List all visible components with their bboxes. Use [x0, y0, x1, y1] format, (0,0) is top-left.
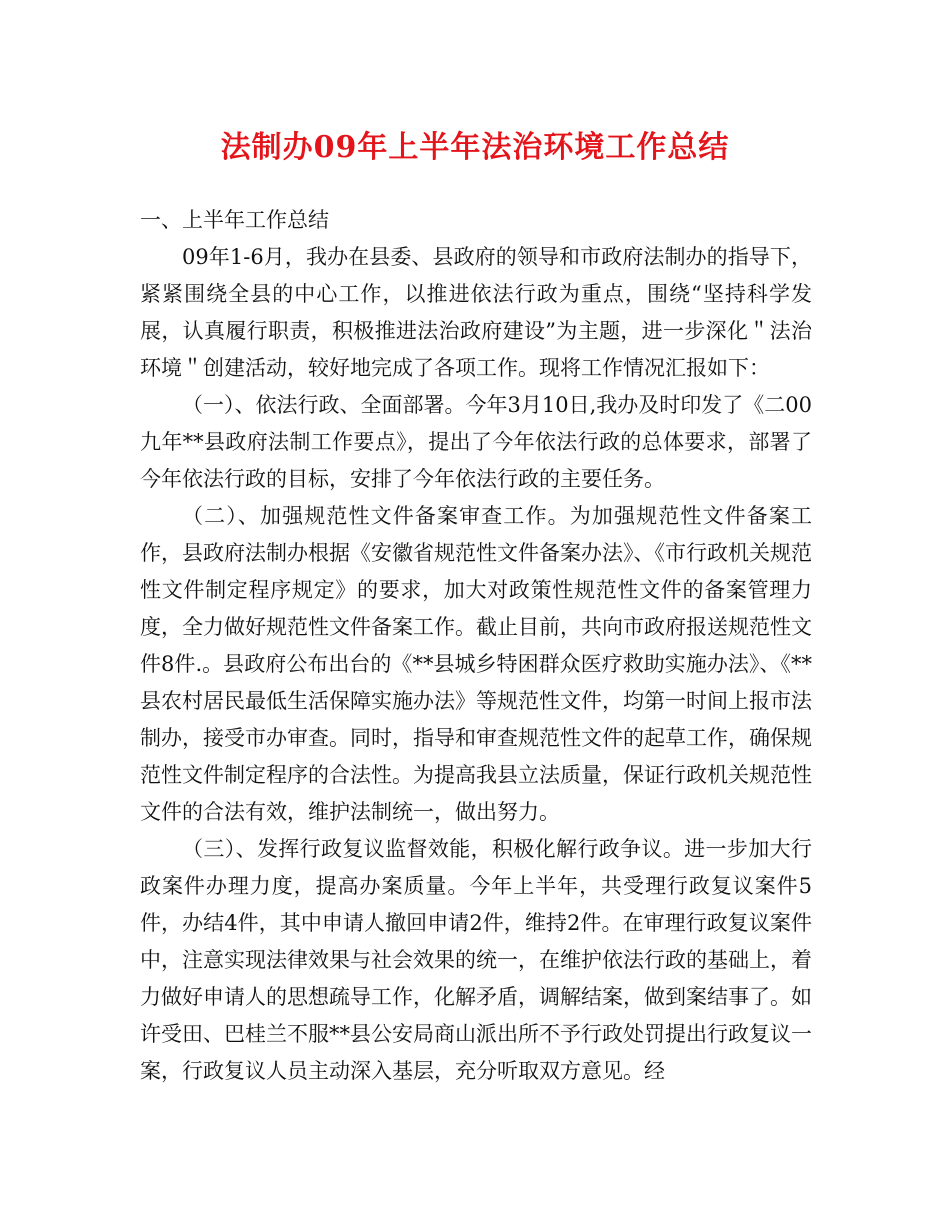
paragraph-intro: 09年1-6月，我办在县委、县政府的领导和市政府法制办的指导下，紧紧围绕全县的中心工作，以推进依法行政为重点，围绕“坚持科学发展，认真履行职责，积极推进法治政府建设”为主题，进一步深化＂法治环境＂创建活动，较好地完成了各项工作。现将工作情况汇报如下： [140, 245, 812, 380]
document-title: 法制办09年上半年法治环境工作总结 [220, 130, 730, 165]
document-body [140, 202, 812, 1090]
paragraph-item-1: （一）、依法行政、全面部署。今年3月10日,我办及时印发了《二00九年**县政府法制工作要点》，提出了今年依法行政的总体要求，部署了今年依法行政的目标，安排了今年依法行政的主要任务。 [140, 393, 812, 491]
section-heading: 一、上半年工作总结 [140, 208, 329, 232]
paragraph-item-3: （三）、发挥行政复议监督效能，积极化解行政争议。进一步加大行政案件办理力度，提高办案质量。今年上半年，共受理行政复议案件5件，办结4件，其中申请人撤回申请2件，维持2件。在审理行政复议案件中，注意实现法律效果与社会效果的统一，在维护依法行政的基础上，着力做好申请人的思想疏导工作，化解矛盾，调解结案，做到案结事了。如许受田、巴桂兰不服**县公安局商山派出所不予行政处罚提出行政复议一案，行政复议人员主动深入基层，充分听取双方意见。经 [140, 837, 812, 1083]
paragraph-item-2: （二）、加强规范性文件备案审查工作。为加强规范性文件备案工作，县政府法制办根据《安徽省规范性文件备案办法》、《市行政机关规范性文件制定程序规定》的要求，加大对政策性规范性文件的备案管理力度，全力做好规范性文件备案工作。截止目前，共向市政府报送规范性文件8件.。县政府公布出台的《**县城乡特困群众医疗救助实施办法》、《**县农村居民最低生活保障实施办法》等规范性文件，均第一时间上报市法制办，接受市办审查。同时，指导和审查规范性文件的起草工作，确保规范性文件制定程序的合法性。为提高我县立法质量，保证行政机关规范性文件的合法有效，维护法制统一，做出努力。 [140, 504, 812, 824]
